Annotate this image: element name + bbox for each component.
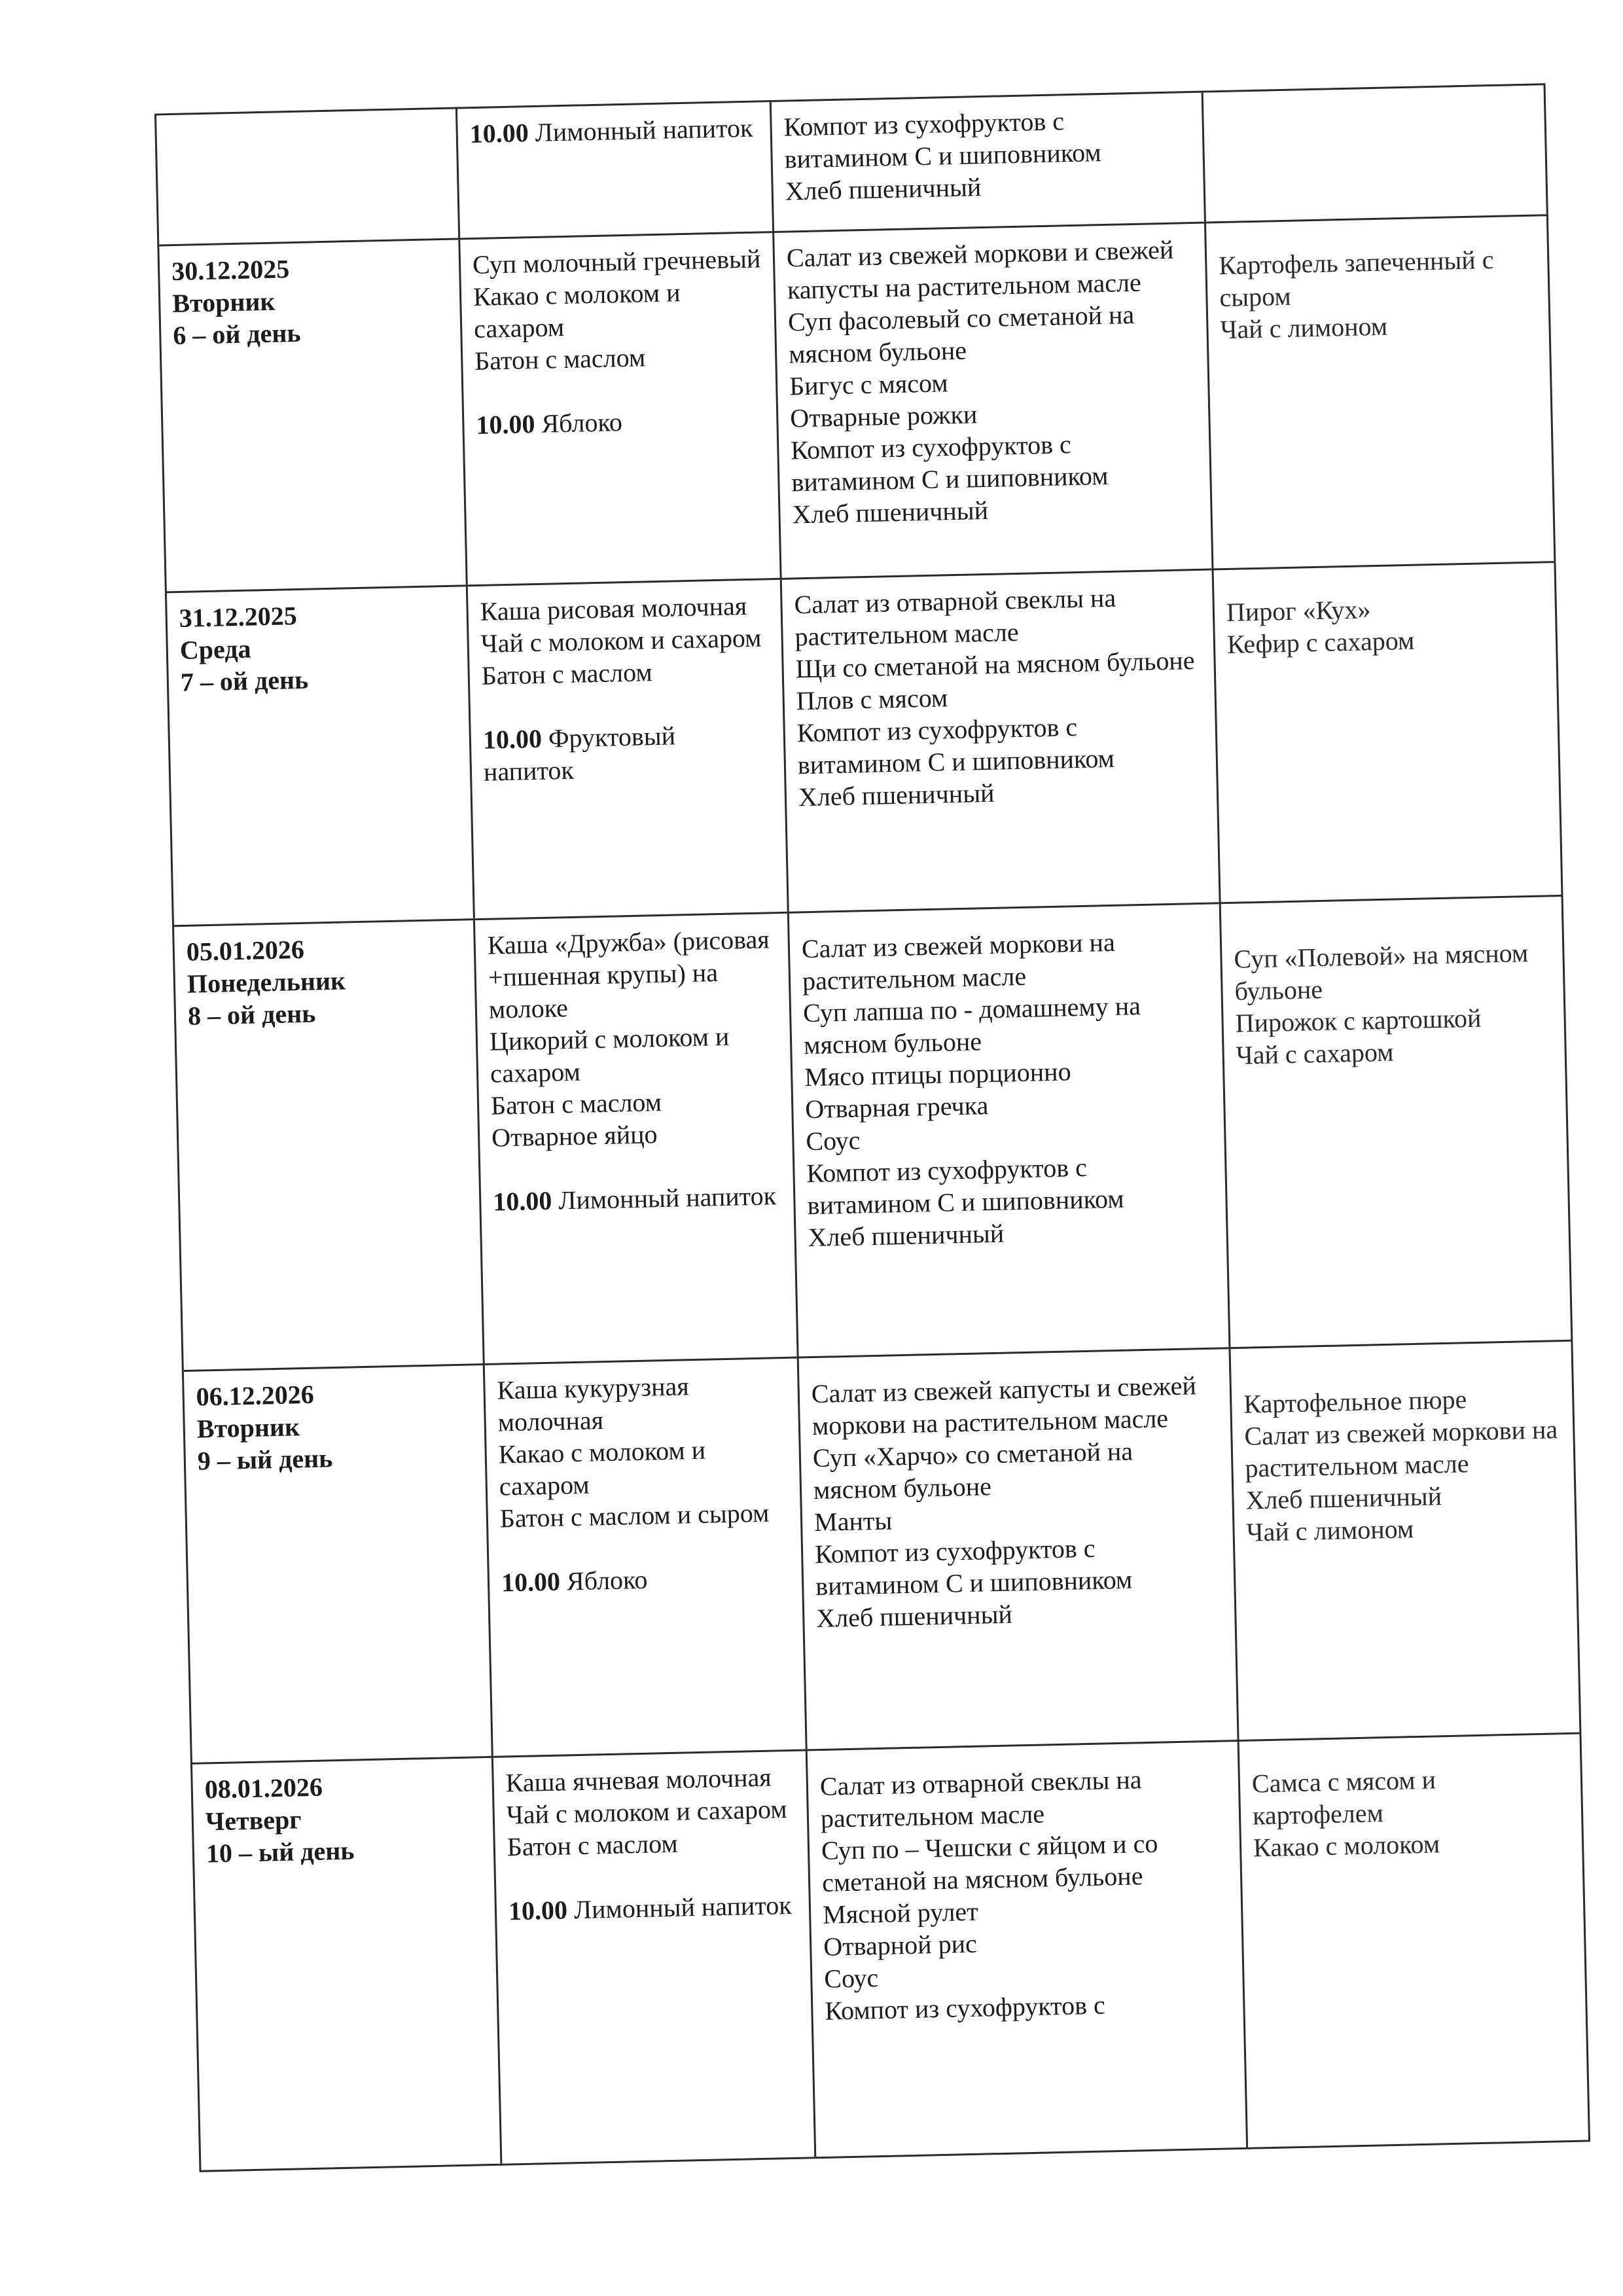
day-weekday: Вторник bbox=[171, 286, 276, 319]
menu-item: Чай с молоком и сахаром bbox=[506, 1794, 787, 1830]
afternoon-cell bbox=[1204, 85, 1546, 221]
menu-item: Пирожок с картошкой bbox=[1235, 1003, 1482, 1038]
lunch-cell bbox=[789, 904, 1231, 1356]
menu-item: Отварная гречка bbox=[804, 1090, 989, 1124]
lunch-cell bbox=[808, 1742, 1248, 2157]
date-cell bbox=[184, 1365, 493, 1763]
snack-line bbox=[508, 1889, 797, 1928]
menu-item: Компот из сухофруктов с витамином С и шиповником bbox=[806, 1152, 1124, 1221]
menu-item: Мясо птицы порционно bbox=[804, 1056, 1072, 1092]
snack-text: Лимонный напиток bbox=[573, 1890, 793, 1925]
menu-item: Каша «Дружба» (рисовая +пшенная крупы) на молоке bbox=[487, 924, 770, 1024]
date-cell bbox=[192, 1758, 502, 2170]
snack-line bbox=[469, 111, 758, 150]
afternoon-cell bbox=[1221, 897, 1571, 1347]
menu-item: Салат из отварной свеклы на растительном масле bbox=[794, 583, 1116, 652]
snack-time: 10.00 bbox=[469, 118, 529, 149]
lunch-cell bbox=[782, 570, 1221, 911]
menu-item: Чай с лимоном bbox=[1246, 1514, 1414, 1547]
snack-time: 10.00 bbox=[492, 1185, 552, 1217]
day-weekday: Понедельник bbox=[187, 965, 346, 999]
menu-item: Чай с сахаром bbox=[1236, 1037, 1394, 1070]
menu-item: Салат из свежей моркови на растительном масле bbox=[801, 927, 1116, 996]
snack-text: Яблоко bbox=[566, 1564, 648, 1596]
menu-item: Пирог «Кух» bbox=[1226, 594, 1371, 628]
day-date: 30.12.2025 bbox=[171, 254, 290, 287]
menu-item: Суп по – Чешски с яйцом и со сметаной на мясном бульоне bbox=[821, 1828, 1158, 1897]
date-cell bbox=[167, 586, 475, 925]
menu-item: Соус bbox=[805, 1125, 861, 1157]
menu-item: Отварной рис bbox=[823, 1928, 978, 1962]
afternoon-cell bbox=[1214, 563, 1561, 902]
menu-item: Компот из сухофруктов с витамином С и шиповником bbox=[790, 429, 1109, 497]
menu-item: Суп «Полевой» на мясном бульоне bbox=[1234, 938, 1529, 1006]
menu-item: Суп фасолевый со сметаной на мясном бульоне bbox=[787, 299, 1135, 369]
day-weekday: Среда bbox=[179, 634, 251, 665]
menu-item: Соус bbox=[823, 1963, 879, 1994]
table-row bbox=[167, 563, 1561, 927]
breakfast-cell bbox=[460, 233, 781, 584]
date-cell bbox=[159, 240, 467, 591]
day-date: 31.12.2025 bbox=[179, 601, 298, 633]
menu-item: Батон с маслом bbox=[481, 657, 653, 691]
menu-item: Какао с молоком и сахаром bbox=[498, 1435, 706, 1501]
afternoon-cell bbox=[1206, 216, 1554, 568]
menu-item: Картофель запеченный с сыром bbox=[1218, 244, 1494, 313]
menu-item: Батон с маслом bbox=[507, 1828, 679, 1862]
day-date: 06.12.2026 bbox=[196, 1379, 315, 1412]
menu-item: Чай с лимоном bbox=[1220, 311, 1388, 345]
menu-item: Компот из сухофруктов с витамином С и шиповником bbox=[783, 106, 1102, 174]
menu-item: Хлеб пшеничный bbox=[785, 172, 982, 206]
snack-text: Лимонный напиток bbox=[558, 1181, 777, 1215]
menu-item: Отварное яйцо bbox=[491, 1119, 658, 1153]
day-date: 05.01.2026 bbox=[186, 934, 305, 967]
day-number: 10 – ый день bbox=[205, 1835, 355, 1869]
menu-item: Компот из сухофруктов с витамином С и шиповником bbox=[796, 712, 1115, 780]
menu-item: Отварные рожки bbox=[789, 399, 978, 433]
menu-item: Салат из отварной свеклы на растительном масле bbox=[819, 1765, 1142, 1833]
snack-line bbox=[482, 717, 772, 788]
menu-item: Суп «Харчо» со сметаной на мясном бульоне bbox=[812, 1436, 1133, 1505]
menu-item: Бигус с мясом bbox=[789, 368, 948, 401]
menu-item: Салат из свежей моркови на растительном масле bbox=[1243, 1414, 1558, 1483]
menu-item: Картофельное пюре bbox=[1243, 1384, 1467, 1419]
afternoon-cell bbox=[1231, 1342, 1580, 1740]
day-weekday: Четверг bbox=[205, 1804, 302, 1837]
menu-item: Компот из сухофруктов с витамином С и шиповником bbox=[814, 1533, 1133, 1602]
menu-item: Чай с молоком и сахаром bbox=[480, 622, 762, 658]
menu-item: Какао с молоком и сахаром bbox=[473, 278, 681, 344]
menu-item: Плов с мясом bbox=[796, 683, 948, 716]
menu-item: Хлеб пшеничный bbox=[792, 495, 989, 529]
menu-item: Салат из свежей моркови и свежей капусты на растительном масле bbox=[786, 234, 1174, 305]
table-row bbox=[192, 1734, 1588, 2170]
snack-line bbox=[501, 1560, 790, 1599]
menu-item: Каша кукурузная молочная bbox=[497, 1371, 690, 1437]
day-date: 08.01.2026 bbox=[204, 1772, 323, 1804]
menu-item: Цикорий с молоком и сахаром bbox=[489, 1021, 730, 1088]
snack-line bbox=[493, 1179, 782, 1218]
menu-item: Мясной рулет bbox=[822, 1896, 979, 1929]
snack-text: Яблоко bbox=[541, 407, 623, 439]
menu-item: Самса с мясом и картофелем bbox=[1251, 1765, 1436, 1831]
menu-item: Какао с молоком bbox=[1253, 1829, 1440, 1863]
menu-item: Батон с маслом bbox=[474, 342, 646, 376]
menu-item: Щи со сметаной на мясном бульоне bbox=[795, 645, 1195, 684]
menu-item: Хлеб пшеничный bbox=[1245, 1481, 1442, 1515]
menu-item: Батон с маслом и сыром bbox=[499, 1498, 770, 1534]
menu-item: Хлеб пшеничный bbox=[815, 1599, 1013, 1634]
day-number: 7 – ой день bbox=[180, 664, 309, 697]
breakfast-cell bbox=[457, 102, 774, 238]
snack-text: Фруктовый напиток bbox=[483, 721, 676, 787]
snack-time: 10.00 bbox=[501, 1566, 561, 1598]
menu-item: Суп лапша по - домашнему на мясном бульоне bbox=[802, 991, 1141, 1060]
snack-time: 10.00 bbox=[475, 408, 535, 440]
snack-line bbox=[476, 403, 765, 441]
lunch-cell bbox=[799, 1349, 1240, 1749]
menu-item: Манты bbox=[813, 1505, 893, 1537]
table-row bbox=[159, 216, 1554, 593]
table-row bbox=[184, 1342, 1580, 1765]
snack-time: 10.00 bbox=[482, 723, 543, 755]
day-number: 9 – ый день bbox=[197, 1443, 333, 1476]
date-cell bbox=[174, 920, 485, 1370]
menu-item: Батон с маслом bbox=[490, 1087, 662, 1121]
breakfast-cell bbox=[493, 1751, 816, 2163]
afternoon-cell bbox=[1240, 1734, 1588, 2147]
table-row bbox=[174, 897, 1571, 1372]
menu-item: Хлеб пшеничный bbox=[808, 1218, 1005, 1253]
menu-table bbox=[154, 83, 1590, 2172]
snack-time: 10.00 bbox=[508, 1895, 568, 1926]
lunch-cell bbox=[774, 224, 1213, 578]
breakfast-cell bbox=[485, 1359, 808, 1756]
day-weekday: Вторник bbox=[196, 1412, 300, 1444]
day-number: 8 – ой день bbox=[187, 998, 316, 1031]
breakfast-cell bbox=[475, 914, 799, 1363]
menu-item: Каша рисовая молочная bbox=[480, 591, 747, 626]
lunch-cell bbox=[772, 93, 1206, 231]
snack-text: Лимонный напиток bbox=[535, 113, 753, 147]
menu-item: Кефир с сахаром bbox=[1226, 625, 1415, 659]
menu-item: Каша ячневая молочная bbox=[505, 1762, 772, 1798]
day-number: 6 – ой день bbox=[172, 317, 302, 351]
menu-item: Компот из сухофруктов с bbox=[824, 1990, 1106, 2026]
menu-item: Салат из свежей капусты и свежей моркови на растительном масле bbox=[811, 1371, 1197, 1441]
menu-item: Суп молочный гречневый bbox=[472, 243, 761, 280]
menu-item: Хлеб пшеничный bbox=[798, 778, 995, 812]
date-cell bbox=[156, 109, 460, 244]
breakfast-cell bbox=[468, 580, 789, 918]
